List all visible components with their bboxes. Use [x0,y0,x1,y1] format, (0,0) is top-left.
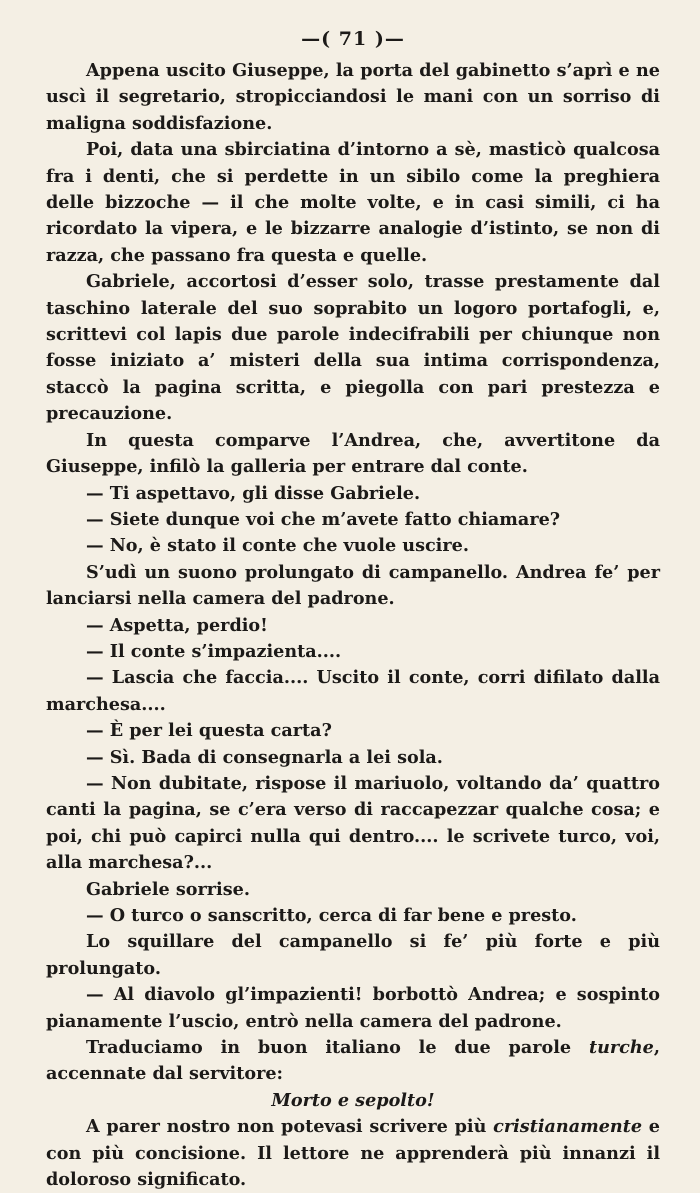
dialogue-line: — Siete dunque voi che m’avete fatto chiamare? [86,508,561,530]
paragraph-1: Appena uscito Giuseppe, la porta del gabinetto s’aprì e ne uscì il segretario, stropicciandosi le mani con un sorriso di maligna soddisfazione. [46,60,660,134]
paragraph-20 [46,1114,660,1193]
paragraph-8: S’udì un suono prolungato di campanello. Andrea fe’ per lanciarsi nella camera del padrone. [46,561,660,610]
paragraph-20-end: e con più concisione. Il lettore ne apprenderà più innanzi il doloroso significato. [46,1116,660,1191]
dialogue-line: — Il conte s’impazienta.... [86,640,342,662]
dialogue-line: — Non dubitate, rispose il mariuolo, voltando da’ quattro canti la pagina, se c’era verso di raccapezzar qualche cosa; e poi, chi può capirci nulla qui dentro.... le scrivete turco, voi, alla marchesa?... [46,772,660,874]
paragraph-17: Lo squillare del campanello si fe’ più forte e più prolungato. [46,931,660,979]
dialogue-line: — Ti aspettavo, gli disse Gabriele. [86,482,421,504]
dialogue-line: — Lascia che faccia.... Uscito il conte, corri difilato dalla marchesa.... [46,667,660,715]
paragraph-19-start: Traduciamo in buon italiano le due parole [86,1037,589,1059]
paragraph-3: Gabriele, accortosi d’esser solo, trasse prestamente dal taschino laterale del suo soprabito un logoro portafogli, e, scrittevi col lapis due parole indecifrabili per chiunque non fosse iniziato a’ misteri della sua intima corrispondenza, staccò la pagina scritta, e piegolla con pari prestezza e precauzione. [46,271,660,425]
paragraph-15: Gabriele sorrise. [86,878,250,900]
paragraph-19-italic: turche [588,1037,654,1059]
paragraph-19-end: , accennate dal servitore: [46,1037,660,1085]
paragraph-20-start: A parer nostro non potevasi scrivere più [86,1116,494,1138]
page-number: —( 71 )— [301,28,405,50]
dialogue-line: — No, è stato il conte che vuole uscire. [86,535,469,557]
dialogue-line: — È per lei questa carta? [86,720,332,742]
paragraph-19 [46,1035,660,1088]
paragraph-20-italic: cristianamente [493,1116,643,1138]
dialogue-line: — Aspetta, perdio! [86,614,268,636]
paragraph-4: In questa comparve l’Andrea, che, avvertitone da Giuseppe, infilò la galleria per entrare dal conte. [46,429,660,478]
dialogue-line: — Sì. Bada di consegnarla a lei sola. [86,746,443,768]
dialogue-line: — O turco o sanscritto, cerca di far bene e presto. [86,905,577,926]
dialogue-line: — Al diavolo gl’impazienti! borbottò Andrea; e sospinto pianamente l’uscio, entrò nella camera del padrone. [46,984,660,1032]
centered-quote: Morto e sepolto! [271,1089,435,1111]
paragraph-2: Poi, data una sbirciatina d’intorno a sè, masticò qualcosa fra i denti, che si perdette in un sibilo come la preghiera delle bizzoche — il che molte volte, e in casi simili, ci ha ricordato la vipera, e le bizzarre analogie d’istinto, se non di razza, che passano fra questa e quelle. [46,139,660,266]
